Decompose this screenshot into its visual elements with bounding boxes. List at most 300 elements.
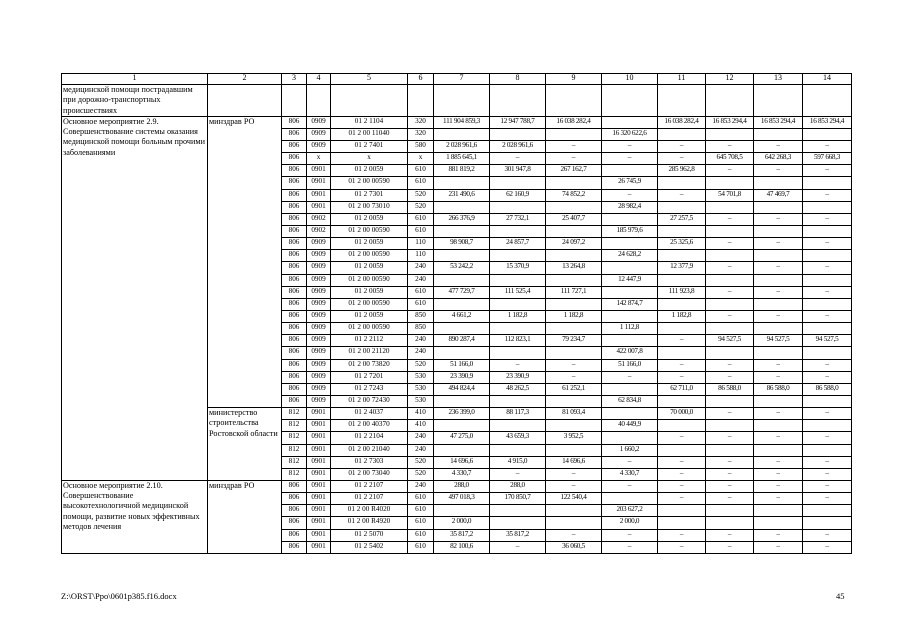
amount-cell: 4 330,7 <box>434 468 490 480</box>
amount-cell <box>490 444 546 456</box>
amount-cell: 285 962,8 <box>658 165 706 177</box>
amount-cell <box>706 505 754 517</box>
budget-code-cell: 610 <box>408 226 434 238</box>
budget-code-cell: 806 <box>282 201 307 213</box>
amount-cell: 53 242,2 <box>434 262 490 274</box>
amount-cell: – <box>803 286 852 298</box>
amount-cell: – <box>706 456 754 468</box>
amount-cell: 1 182,8 <box>658 311 706 323</box>
amount-cell: – <box>754 359 803 371</box>
amount-cell <box>706 444 754 456</box>
amount-cell: 2 028 961,6 <box>490 141 546 153</box>
amount-cell: – <box>706 493 754 505</box>
budget-code-cell: 0901 <box>307 480 331 492</box>
amount-cell: 25 325,6 <box>658 238 706 250</box>
budget-code-cell: 0901 <box>307 444 331 456</box>
budget-code-cell: 01 2 5070 <box>331 529 408 541</box>
budget-code-cell: 0909 <box>307 371 331 383</box>
budget-code-cell <box>408 85 434 117</box>
amount-cell: – <box>754 408 803 420</box>
amount-cell: – <box>602 480 658 492</box>
responsible-executor: минздрав РО <box>208 116 282 407</box>
budget-code-cell: 806 <box>282 529 307 541</box>
amount-cell: 4 915,0 <box>490 456 546 468</box>
budget-code-cell: 520 <box>408 468 434 480</box>
amount-cell: – <box>658 432 706 444</box>
amount-cell: – <box>803 493 852 505</box>
amount-cell: – <box>706 480 754 492</box>
amount-cell <box>803 420 852 432</box>
budget-code-cell: 01 2 00 R4020 <box>331 505 408 517</box>
amount-cell: 62 711,0 <box>658 383 706 395</box>
table-header-row <box>62 74 852 85</box>
amount-cell <box>754 128 803 140</box>
amount-cell: 86 588,0 <box>803 383 852 395</box>
amount-cell: – <box>803 480 852 492</box>
amount-cell: 43 659,3 <box>490 432 546 444</box>
budget-code-cell: 0901 <box>307 456 331 468</box>
budget-code-cell: 806 <box>282 347 307 359</box>
amount-cell <box>546 274 602 286</box>
budget-code-cell: 0909 <box>307 347 331 359</box>
amount-cell: – <box>803 371 852 383</box>
amount-cell: – <box>754 213 803 225</box>
amount-cell <box>706 517 754 529</box>
budget-code-cell: 812 <box>282 408 307 420</box>
amount-cell: – <box>754 493 803 505</box>
amount-cell: – <box>546 529 602 541</box>
amount-cell: 24 857,7 <box>490 238 546 250</box>
budget-code-cell: 410 <box>408 408 434 420</box>
budget-code-cell: 01 2 2107 <box>331 480 408 492</box>
amount-cell <box>803 323 852 335</box>
amount-cell: 16 038 282,4 <box>658 116 706 128</box>
activity-description: медицинской помощи пострадавшим при дорожно-транспортных происшествиях <box>62 85 208 117</box>
amount-cell <box>602 165 658 177</box>
amount-cell <box>754 201 803 213</box>
amount-cell: – <box>658 456 706 468</box>
amount-cell: – <box>706 432 754 444</box>
amount-cell: 47 275,0 <box>434 432 490 444</box>
amount-cell <box>706 323 754 335</box>
amount-cell: 25 407,7 <box>546 213 602 225</box>
budget-code-cell: 0909 <box>307 286 331 298</box>
column-number-header: 4 <box>307 74 331 85</box>
amount-cell: 142 874,7 <box>602 298 658 310</box>
amount-cell: 645 708,5 <box>706 153 754 165</box>
amount-cell <box>658 85 706 117</box>
budget-code-cell: 01 2 0059 <box>331 286 408 298</box>
budget-code-cell: 806 <box>282 371 307 383</box>
amount-cell: 24 628,2 <box>602 250 658 262</box>
amount-cell <box>803 517 852 529</box>
amount-cell: 81 093,4 <box>546 408 602 420</box>
amount-cell: 94 527,5 <box>754 335 803 347</box>
amount-cell <box>546 444 602 456</box>
amount-cell: 111 904 859,3 <box>434 116 490 128</box>
budget-code-cell: 110 <box>408 250 434 262</box>
amount-cell: 16 853 294,4 <box>803 116 852 128</box>
amount-cell: – <box>602 456 658 468</box>
amount-cell: – <box>754 311 803 323</box>
budget-code-cell: 0909 <box>307 262 331 274</box>
amount-cell <box>546 128 602 140</box>
budget-code-cell: 0901 <box>307 177 331 189</box>
amount-cell: 62 160,9 <box>490 189 546 201</box>
amount-cell: – <box>803 529 852 541</box>
amount-cell: 51 166,0 <box>434 359 490 371</box>
amount-cell: – <box>658 335 706 347</box>
amount-cell: 16 853 294,4 <box>754 116 803 128</box>
amount-cell: 477 729,7 <box>434 286 490 298</box>
budget-code-cell: 01 2 00 73040 <box>331 468 408 480</box>
amount-cell: 47 469,7 <box>754 189 803 201</box>
amount-cell: – <box>754 480 803 492</box>
column-number-header: 5 <box>331 74 408 85</box>
amount-cell <box>490 505 546 517</box>
amount-cell: – <box>658 189 706 201</box>
column-number-header: 9 <box>546 74 602 85</box>
amount-cell: – <box>546 371 602 383</box>
budget-code-cell: 01 2 7401 <box>331 141 408 153</box>
amount-cell: – <box>658 541 706 553</box>
budget-code-cell: 01 2 00 73820 <box>331 359 408 371</box>
amount-cell: 27 732,1 <box>490 213 546 225</box>
amount-cell: 88 117,3 <box>490 408 546 420</box>
responsible-executor: министерство строительства Ростовской области <box>208 408 282 481</box>
amount-cell: – <box>546 359 602 371</box>
amount-cell <box>754 420 803 432</box>
amount-cell <box>803 395 852 407</box>
amount-cell <box>754 85 803 117</box>
amount-cell <box>546 323 602 335</box>
amount-cell: – <box>706 468 754 480</box>
amount-cell <box>658 128 706 140</box>
amount-cell: 881 819,2 <box>434 165 490 177</box>
amount-cell <box>546 250 602 262</box>
budget-code-cell: 610 <box>408 165 434 177</box>
amount-cell: 4 330,7 <box>602 468 658 480</box>
amount-cell: – <box>754 286 803 298</box>
amount-cell <box>490 298 546 310</box>
amount-cell: – <box>706 541 754 553</box>
amount-cell: – <box>754 456 803 468</box>
budget-code-cell: 01 2 00 00590 <box>331 226 408 238</box>
amount-cell <box>658 226 706 238</box>
amount-cell <box>546 177 602 189</box>
amount-cell: 16 320 622,6 <box>602 128 658 140</box>
amount-cell: – <box>546 480 602 492</box>
amount-cell: 185 979,6 <box>602 226 658 238</box>
amount-cell: 494 824,4 <box>434 383 490 395</box>
budget-code-cell: 01 2 0059 <box>331 262 408 274</box>
budget-code-cell: 610 <box>408 298 434 310</box>
amount-cell: 422 007,8 <box>602 347 658 359</box>
amount-cell <box>754 347 803 359</box>
table-row <box>62 480 852 492</box>
amount-cell <box>546 347 602 359</box>
amount-cell: – <box>754 262 803 274</box>
amount-cell: 3 952,5 <box>546 432 602 444</box>
amount-cell: – <box>706 311 754 323</box>
budget-code-cell: 806 <box>282 505 307 517</box>
budget-code-cell: 0901 <box>307 201 331 213</box>
budget-code-cell: 01 2 00 21120 <box>331 347 408 359</box>
amount-cell <box>602 432 658 444</box>
amount-cell <box>754 517 803 529</box>
budget-code-cell: 610 <box>408 505 434 517</box>
amount-cell: 24 097,2 <box>546 238 602 250</box>
budget-code-cell: 01 2 00 11040 <box>331 128 408 140</box>
budget-code-cell: 0902 <box>307 226 331 238</box>
amount-cell: 94 527,5 <box>706 335 754 347</box>
budget-code-cell: 01 2 00 21040 <box>331 444 408 456</box>
amount-cell <box>803 505 852 517</box>
budget-code-cell: 240 <box>408 480 434 492</box>
column-number-header: 1 <box>62 74 208 85</box>
amount-cell <box>658 177 706 189</box>
budget-code-cell: 0909 <box>307 311 331 323</box>
amount-cell: – <box>658 359 706 371</box>
amount-cell: 79 234,7 <box>546 335 602 347</box>
amount-cell: 12 377,9 <box>658 262 706 274</box>
budget-code-cell: 0901 <box>307 505 331 517</box>
amount-cell: 13 264,8 <box>546 262 602 274</box>
amount-cell <box>490 517 546 529</box>
amount-cell <box>434 298 490 310</box>
amount-cell <box>434 274 490 286</box>
budget-code-cell: 806 <box>282 286 307 298</box>
budget-code-cell: 806 <box>282 116 307 128</box>
amount-cell: 890 287,4 <box>434 335 490 347</box>
budget-code-cell: 806 <box>282 517 307 529</box>
column-number-header: 11 <box>658 74 706 85</box>
budget-code-cell: х <box>307 153 331 165</box>
amount-cell <box>803 347 852 359</box>
budget-code-cell: 850 <box>408 323 434 335</box>
amount-cell: – <box>803 189 852 201</box>
amount-cell <box>602 408 658 420</box>
column-number-header: 2 <box>208 74 282 85</box>
amount-cell: – <box>754 468 803 480</box>
budget-code-cell: 240 <box>408 444 434 456</box>
budget-code-cell: 520 <box>408 359 434 371</box>
amount-cell <box>602 116 658 128</box>
budget-code-cell: 806 <box>282 165 307 177</box>
amount-cell <box>658 323 706 335</box>
budget-code-cell: 806 <box>282 298 307 310</box>
amount-cell: 642 268,3 <box>754 153 803 165</box>
amount-cell: 14 696,6 <box>546 456 602 468</box>
budget-code-cell: 0909 <box>307 141 331 153</box>
amount-cell: 1 660,2 <box>602 444 658 456</box>
amount-cell <box>546 517 602 529</box>
amount-cell: 497 018,3 <box>434 493 490 505</box>
amount-cell: 122 540,4 <box>546 493 602 505</box>
amount-cell <box>754 274 803 286</box>
budget-code-cell: 01 2 00 40370 <box>331 420 408 432</box>
amount-cell: – <box>754 371 803 383</box>
amount-cell: – <box>754 165 803 177</box>
budget-code-cell: 01 2 2112 <box>331 335 408 347</box>
amount-cell: – <box>602 189 658 201</box>
amount-cell <box>546 201 602 213</box>
amount-cell <box>602 85 658 117</box>
budget-code-cell: 240 <box>408 262 434 274</box>
amount-cell: – <box>546 153 602 165</box>
amount-cell: 12 447,9 <box>602 274 658 286</box>
budget-code-cell: 530 <box>408 383 434 395</box>
budget-code-cell: 01 2 00 00590 <box>331 323 408 335</box>
amount-cell: – <box>602 371 658 383</box>
amount-cell: 14 696,6 <box>434 456 490 468</box>
amount-cell: – <box>602 541 658 553</box>
amount-cell: – <box>803 468 852 480</box>
amount-cell <box>490 323 546 335</box>
amount-cell <box>490 395 546 407</box>
amount-cell: 1 112,8 <box>602 323 658 335</box>
amount-cell: 12 947 788,7 <box>490 116 546 128</box>
amount-cell <box>706 201 754 213</box>
budget-code-cell: х <box>331 153 408 165</box>
amount-cell <box>434 250 490 262</box>
budget-code-cell: 240 <box>408 432 434 444</box>
amount-cell: – <box>803 408 852 420</box>
budget-code-cell: 520 <box>408 201 434 213</box>
budget-code-cell: 850 <box>408 311 434 323</box>
amount-cell <box>754 505 803 517</box>
budget-code-cell: 0902 <box>307 213 331 225</box>
amount-cell: – <box>658 493 706 505</box>
amount-cell: – <box>803 141 852 153</box>
budget-code-cell: 806 <box>282 493 307 505</box>
activity-description: Основное мероприятие 2.9. Совершенствование системы оказания медицинской помощи больным прочими заболеваниями <box>62 116 208 480</box>
amount-cell: 36 060,5 <box>546 541 602 553</box>
amount-cell: 54 701,8 <box>706 189 754 201</box>
amount-cell: 62 834,8 <box>602 395 658 407</box>
amount-cell: – <box>803 541 852 553</box>
amount-cell <box>602 311 658 323</box>
amount-cell <box>490 226 546 238</box>
amount-cell <box>706 395 754 407</box>
budget-code-cell: 0909 <box>307 128 331 140</box>
amount-cell: – <box>803 165 852 177</box>
budget-code-cell: 806 <box>282 311 307 323</box>
budget-code-cell: 320 <box>408 116 434 128</box>
budget-code-cell: 0909 <box>307 395 331 407</box>
amount-cell <box>434 505 490 517</box>
amount-cell: – <box>803 432 852 444</box>
amount-cell <box>434 420 490 432</box>
amount-cell <box>490 201 546 213</box>
budget-code-cell: 520 <box>408 189 434 201</box>
budget-code-cell: 01 2 4037 <box>331 408 408 420</box>
budget-code-cell: 0901 <box>307 468 331 480</box>
amount-cell: 111 923,8 <box>658 286 706 298</box>
budget-code-cell: 812 <box>282 456 307 468</box>
amount-cell <box>546 420 602 432</box>
amount-cell: – <box>706 286 754 298</box>
budget-code-cell: 240 <box>408 347 434 359</box>
column-number-header: 13 <box>754 74 803 85</box>
budget-code-cell: 610 <box>408 517 434 529</box>
amount-cell: 51 166,0 <box>602 359 658 371</box>
budget-code-cell: 806 <box>282 395 307 407</box>
amount-cell: – <box>754 238 803 250</box>
amount-cell: 40 449,9 <box>602 420 658 432</box>
amount-cell: 16 038 282,4 <box>546 116 602 128</box>
budget-code-cell: 0909 <box>307 359 331 371</box>
amount-cell: 170 850,7 <box>490 493 546 505</box>
amount-cell: 203 627,2 <box>602 505 658 517</box>
amount-cell: 267 162,7 <box>546 165 602 177</box>
budget-code-cell: 01 2 00 00590 <box>331 250 408 262</box>
amount-cell <box>434 201 490 213</box>
amount-cell <box>546 395 602 407</box>
budget-code-cell: 580 <box>408 141 434 153</box>
amount-cell: – <box>602 529 658 541</box>
budget-code-cell: 01 2 00 00590 <box>331 274 408 286</box>
amount-cell <box>658 298 706 310</box>
amount-cell: 15 370,9 <box>490 262 546 274</box>
budget-code-cell: 01 2 00 73010 <box>331 201 408 213</box>
budget-code-cell: 806 <box>282 238 307 250</box>
budget-code-cell: 806 <box>282 262 307 274</box>
amount-cell: – <box>490 468 546 480</box>
amount-cell <box>658 505 706 517</box>
amount-cell: 4 661,2 <box>434 311 490 323</box>
activity-description: Основное мероприятие 2.10. Совершенствование высокотехнологичной медицинской помощи, развитие новых эффективных методов лечения <box>62 480 208 553</box>
amount-cell: – <box>706 141 754 153</box>
budget-code-cell: 01 2 7243 <box>331 383 408 395</box>
budget-code-cell: 610 <box>408 529 434 541</box>
amount-cell <box>706 177 754 189</box>
amount-cell <box>706 274 754 286</box>
amount-cell: – <box>546 468 602 480</box>
amount-cell: – <box>803 238 852 250</box>
amount-cell: 86 588,0 <box>706 383 754 395</box>
amount-cell: 111 727,1 <box>546 286 602 298</box>
budget-code-cell: 01 2 1104 <box>331 116 408 128</box>
amount-cell <box>803 250 852 262</box>
budget-code-cell: 806 <box>282 541 307 553</box>
amount-cell <box>490 177 546 189</box>
amount-cell: – <box>490 541 546 553</box>
amount-cell <box>434 226 490 238</box>
amount-cell: 70 000,0 <box>658 408 706 420</box>
amount-cell <box>434 444 490 456</box>
amount-cell: 231 490,6 <box>434 189 490 201</box>
amount-cell <box>754 444 803 456</box>
table-row <box>62 85 852 117</box>
amount-cell: 86 588,0 <box>754 383 803 395</box>
budget-code-cell: 0901 <box>307 408 331 420</box>
amount-cell: – <box>490 153 546 165</box>
amount-cell <box>658 444 706 456</box>
budget-code-cell: 812 <box>282 420 307 432</box>
budget-code-cell: 806 <box>282 153 307 165</box>
amount-cell: – <box>706 165 754 177</box>
amount-cell: 48 262,5 <box>490 383 546 395</box>
amount-cell <box>434 128 490 140</box>
budget-code-cell: 530 <box>408 371 434 383</box>
amount-cell <box>706 128 754 140</box>
budget-code-cell: 520 <box>408 456 434 468</box>
budget-code-cell <box>331 85 408 117</box>
budget-code-cell: 240 <box>408 274 434 286</box>
budget-code-cell: 01 2 7301 <box>331 189 408 201</box>
amount-cell: 27 257,5 <box>658 213 706 225</box>
